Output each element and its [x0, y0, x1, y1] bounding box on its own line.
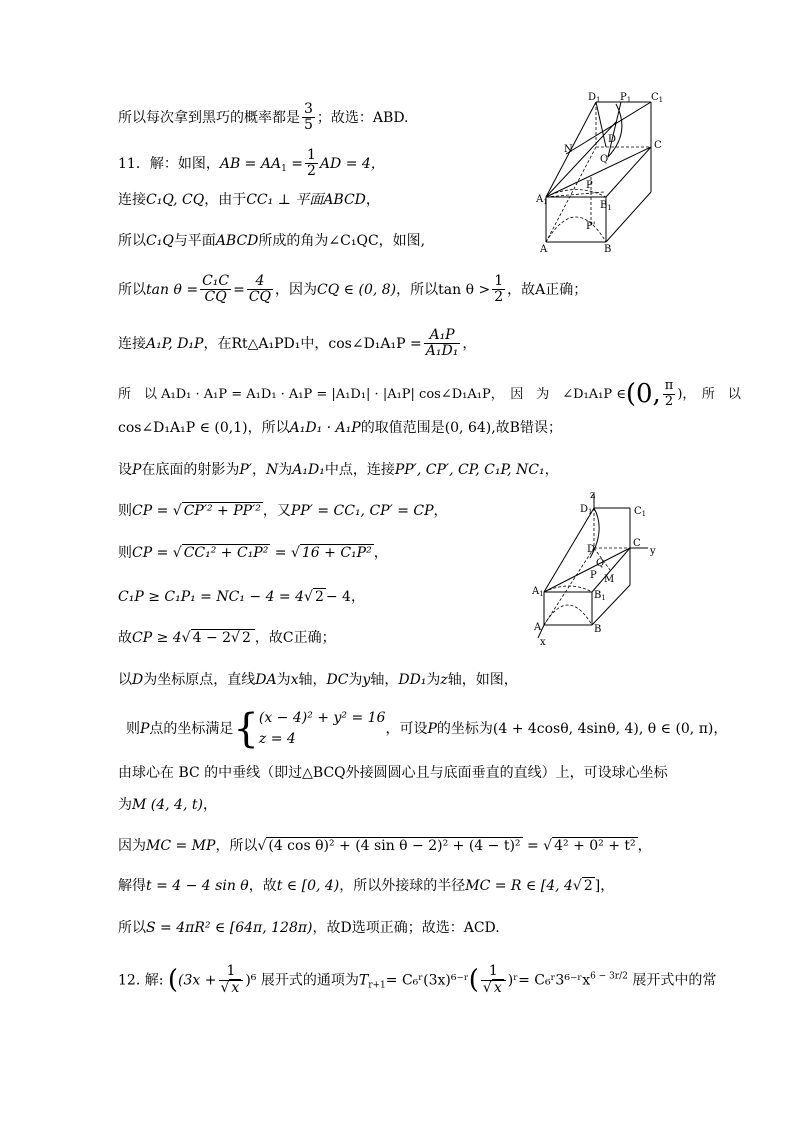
math: (0, — [625, 379, 661, 409]
math: t = 4 − 4 sin θ — [146, 878, 249, 894]
fig1-label: C — [654, 140, 662, 151]
line-20 — [118, 920, 500, 938]
text: ；故选：ABD. — [316, 109, 409, 126]
math: AB = AA — [219, 155, 282, 172]
text: 以 — [118, 672, 132, 688]
text: 展开式中的常 — [632, 972, 717, 989]
text: 连接 — [118, 335, 146, 352]
math: 2 — [241, 630, 251, 646]
text: 所成的角为∠C₁QC，如图, — [258, 233, 426, 249]
fig2-label: $B_1$ — [594, 590, 606, 602]
math: CP ≥ 4 — [132, 630, 182, 646]
text: ，又 — [262, 503, 291, 519]
fig2-label: A — [534, 622, 542, 633]
text: 解得 — [118, 878, 146, 894]
fig1-label: $D_1$ — [588, 92, 601, 104]
line-16: 由球心在 BC 的中垂线（即过△BCQ外接圆圆心且与底面垂直的直线）上，可设球心坐标 — [118, 765, 668, 781]
text: 展开式的通项为 — [260, 972, 359, 989]
text: ，故D选项正确；故选：ACD. — [312, 920, 500, 936]
fraction: $\frac{\text{C₁C}}{CQ}$ — [202, 273, 230, 306]
line-10: 则CP = √ CP′² + PP′² ，又PP′ = CC₁, CP′ = CP， — [118, 503, 448, 519]
text: ,故B错误； — [491, 420, 562, 436]
math: C₁Q, CQ — [146, 192, 205, 208]
math: MC = MP — [146, 838, 216, 854]
math: N — [266, 462, 279, 478]
math: (4 cos θ)² + (4 sin θ − 2)² + (4 − t)² — [268, 838, 521, 854]
fig2-label: $A_1$ — [532, 586, 544, 598]
text: 则 — [118, 545, 132, 561]
math: CC₁ ⊥ 平面 — [246, 192, 324, 208]
math: ]， — [594, 878, 615, 894]
math: (3x + — [178, 972, 217, 989]
equation-system: (x − 4)² + y² = 16 z = 4 — [258, 710, 386, 747]
math: 2 — [583, 878, 593, 894]
math: T — [358, 972, 369, 989]
line-12: C₁P ≥ C₁P₁ = NC₁ − 4 = 4√ 2 − 4， — [118, 589, 365, 605]
text: 因为 — [118, 838, 146, 854]
math: PP′, CP′, CP, C₁P, NC₁ — [394, 462, 545, 478]
math: cos∠D₁A₁P ∈ (0,1)，所以 — [118, 420, 290, 436]
fig1-label: $C_1$ — [651, 92, 664, 104]
text: 则 — [118, 503, 132, 519]
math: A₁P, D₁P — [146, 335, 204, 352]
text: 为 — [118, 797, 132, 813]
math: DD₁ — [398, 672, 427, 688]
line-8 — [118, 420, 562, 438]
prism-figure-1 — [536, 92, 676, 254]
fig1-label: $A_1$ — [536, 194, 548, 206]
math: DC — [326, 672, 349, 688]
text: 则 — [126, 721, 140, 737]
math: 2 — [314, 589, 324, 605]
line-19: 解得t = 4 − 4 sin θ，故t ∈ [0, 4)，所以外接球的半径MC = R ∈ [4, 4√ 2 ]， — [118, 878, 615, 894]
math: DA — [255, 672, 277, 688]
fraction: $\frac{3}{5}$ — [304, 101, 313, 134]
fraction: $\frac{1}{√ x}$ — [481, 964, 506, 996]
text: 与平面 — [173, 233, 216, 249]
text: 故 — [118, 630, 132, 646]
fig2-label: P — [590, 570, 597, 581]
math: = C₆ʳ3⁶⁻ʳx — [518, 972, 591, 989]
fraction: $\frac{1}{2}$ — [494, 273, 504, 306]
math: x — [290, 672, 299, 688]
text: 在底面的射影为 — [141, 462, 240, 478]
fig1-label: P — [586, 180, 593, 191]
prism-figure-2 — [530, 490, 670, 648]
text: 为 — [348, 672, 363, 688]
fig2-label: Q — [596, 558, 605, 569]
text: 点的坐标满足 — [149, 721, 234, 737]
math: P — [140, 721, 150, 737]
text: ，故 — [248, 878, 277, 894]
math: y — [362, 672, 371, 688]
math: 6 − 3r/2 — [590, 971, 628, 982]
fig2-label: D — [587, 544, 596, 555]
math: 4 − 2 — [192, 630, 232, 646]
math: )⁶ — [245, 972, 257, 989]
fig1-label: D — [608, 134, 617, 145]
fraction: $\frac{\text{A₁P}}{\text{A₁D₁}}$ — [425, 327, 459, 360]
line-3: 连接C₁Q, CQ，由于CC₁ ⊥ 平面ABCD， — [118, 192, 380, 208]
text: ，所以外接球的半径 — [339, 878, 466, 894]
fig2-label: C — [633, 538, 641, 549]
line-18: 因为MC = MP，所以√ (4 cos θ)² + (4 sin θ − 2)² + (4 − t)² = √ 4² + 0² + t² ， — [118, 838, 652, 854]
fig2-label: x — [540, 637, 546, 648]
fraction: $\frac{4}{CQ}$ — [248, 273, 272, 306]
math: (0, 64) — [444, 420, 492, 436]
math: r+1 — [368, 980, 386, 991]
line-15: 则P点的坐标满足{ (x − 4)² + y² = 16 z = 4 ，可设P的坐标为(4 + 4cosθ, 4sinθ, 4), θ ∈ (0, π)， — [126, 706, 728, 752]
text: 的取值范围是 — [360, 420, 445, 436]
line-6: 连接A₁P, D₁P，在Rt△A₁PD₁中，cos∠D₁A₁P = $\frac{\text{A₁P}}{\text{A₁D₁}}$ ， — [118, 327, 477, 360]
math: P — [427, 721, 437, 737]
math: A₁D₁ · A₁P = A₁D₁ · A₁P = |A₁D₁| · |A₁P| cos∠D₁A₁P， 因 为 ∠D₁A₁P ∈ — [161, 386, 626, 402]
text: 设 — [118, 462, 132, 478]
text: ， — [252, 462, 267, 478]
fig1-label: $B_1$ — [600, 200, 612, 212]
line-5: 所以tan θ = $\frac{\text{C₁C}}{CQ}$ = $\frac{4}{CQ}$ ，因为CQ ∈ (0, 8)，所以tan θ > $\frac{1}{2}$ ，故A正确； — [118, 273, 588, 306]
text: 为 — [278, 462, 293, 478]
math: cos∠D₁A₁P = — [328, 335, 422, 352]
math: A₁D₁ · A₁P — [289, 420, 361, 436]
fig2-label: y — [650, 546, 656, 557]
math: S = 4πR² ∈ [64π, 128π) — [146, 920, 313, 936]
text: 为 — [426, 672, 441, 688]
text: 轴， — [298, 672, 327, 688]
text: 中点，连接 — [324, 462, 395, 478]
math: P′ — [239, 462, 253, 478]
text: ，可设 — [385, 721, 428, 737]
math: = C₆ʳ(3x)⁶⁻ʳ — [385, 972, 469, 989]
text: 11．解：如图， — [118, 155, 220, 172]
line-1 — [118, 102, 409, 134]
fig1-label: P' — [586, 221, 596, 232]
text: 12. 解: — [118, 972, 164, 989]
text: 为坐标原点，直线 — [143, 672, 256, 688]
math: (4 + 4cosθ, 4sinθ, 4), θ ∈ (0, π) — [492, 721, 714, 737]
math: tan θ = — [146, 281, 199, 298]
math: = — [527, 838, 539, 854]
math: t ∈ [0, 4) — [276, 878, 340, 894]
math: = — [291, 155, 303, 172]
fig1-label: Q — [600, 154, 609, 165]
text: ，由于 — [204, 192, 247, 208]
line-7 — [118, 378, 741, 411]
line-17: 为M (4, 4, t)， — [118, 797, 217, 813]
math: ABCD — [215, 233, 259, 249]
text: 轴，如图， — [447, 672, 518, 688]
text: ，所以 — [215, 838, 258, 854]
text: 所 以 — [118, 386, 158, 402]
math: C₁P ≥ C₁P₁ = NC₁ − 4 = 4 — [118, 589, 305, 605]
math: C₁Q — [146, 233, 174, 249]
math: D — [132, 672, 144, 688]
math: CQ ∈ (0, 8) — [317, 281, 397, 298]
math: CC₁² + C₁P² — [183, 545, 269, 561]
math: P — [132, 462, 142, 478]
math: z — [440, 672, 448, 688]
fig2-label: $C_1$ — [634, 506, 647, 518]
text: ，因为 — [275, 281, 318, 298]
math: 16 + C₁P² — [301, 545, 372, 561]
math: 4² + 0² + t² — [554, 838, 636, 854]
text: 轴， — [370, 672, 399, 688]
fraction: $\frac{1}{2}$ — [307, 147, 316, 180]
fig2-label: z — [590, 490, 596, 501]
math: )ʳ — [507, 972, 519, 989]
math: ABCD — [323, 192, 366, 208]
text: 为 — [276, 672, 291, 688]
line-11: 则CP = √ CC₁² + C₁P² = √ 16 + C₁P² ， — [118, 545, 388, 561]
fraction: $\frac{1}{√ x}$ — [219, 964, 244, 996]
math: CP′² + PP′² — [183, 503, 261, 519]
text: ，所以tan θ > — [396, 281, 491, 298]
fig1-label: $P_1$ — [620, 92, 632, 104]
text: 的坐标为 — [436, 721, 493, 737]
math: A₁D₁ — [292, 462, 325, 478]
math: − 4， — [325, 589, 365, 605]
line-2: 11．解：如图，AB = $AA_1$ = $\frac{1}{2}$ AD = 4， — [118, 147, 385, 180]
math: M (4, 4, t) — [132, 797, 203, 813]
text: 所以 — [118, 233, 146, 249]
math: CP = — [132, 503, 169, 519]
fig2-label: $D_1$ — [580, 504, 593, 516]
line-21: 12. 解: ((3x + $\frac{1}{√ x}$ )⁶ 展开式的通项为$T_{r+1}=$ C₆ʳ(3x)⁶⁻ʳ( $\frac{1}{√ x}$ )ʳ= C₆ʳ3⁶⁻ʳx$^{6 - 3r/2}$ 展开式中的常 — [118, 963, 717, 996]
text: 所以 — [118, 281, 146, 298]
text: ，故C正确； — [254, 630, 336, 646]
fraction: $\frac{\pi}{2}$ — [664, 378, 674, 409]
fig1-label: B — [604, 244, 612, 254]
text: )， 所 以 — [677, 386, 741, 402]
line-14 — [118, 672, 518, 690]
text: 所以每次拿到黑巧的概率都是 — [118, 109, 300, 126]
fig2-label: B — [594, 624, 602, 635]
text: 连接 — [118, 192, 146, 208]
line-4 — [118, 233, 425, 251]
math: = — [274, 545, 287, 561]
math: AD = 4， — [319, 155, 385, 172]
line-9: 设P在底面的射影为P′，N为A₁D₁中点，连接PP′, CP′, CP, C₁P, NC₁， — [118, 462, 559, 478]
line-13: 故CP ≥ 4√ 4 − 2√ 2 ，故C正确； — [118, 630, 336, 646]
math: CP = — [132, 545, 169, 561]
math: MC = R ∈ [4, 4 — [465, 878, 573, 894]
fig1-label: A — [540, 244, 548, 254]
fig2-label: M — [604, 574, 615, 585]
text: ，在Rt△A₁PD₁中， — [203, 335, 329, 352]
math: PP′ = CC₁, CP′ = CP — [290, 503, 434, 519]
fig1-label: N — [564, 144, 573, 155]
text: 所以 — [118, 920, 146, 936]
text: ，故A正确； — [507, 281, 588, 298]
